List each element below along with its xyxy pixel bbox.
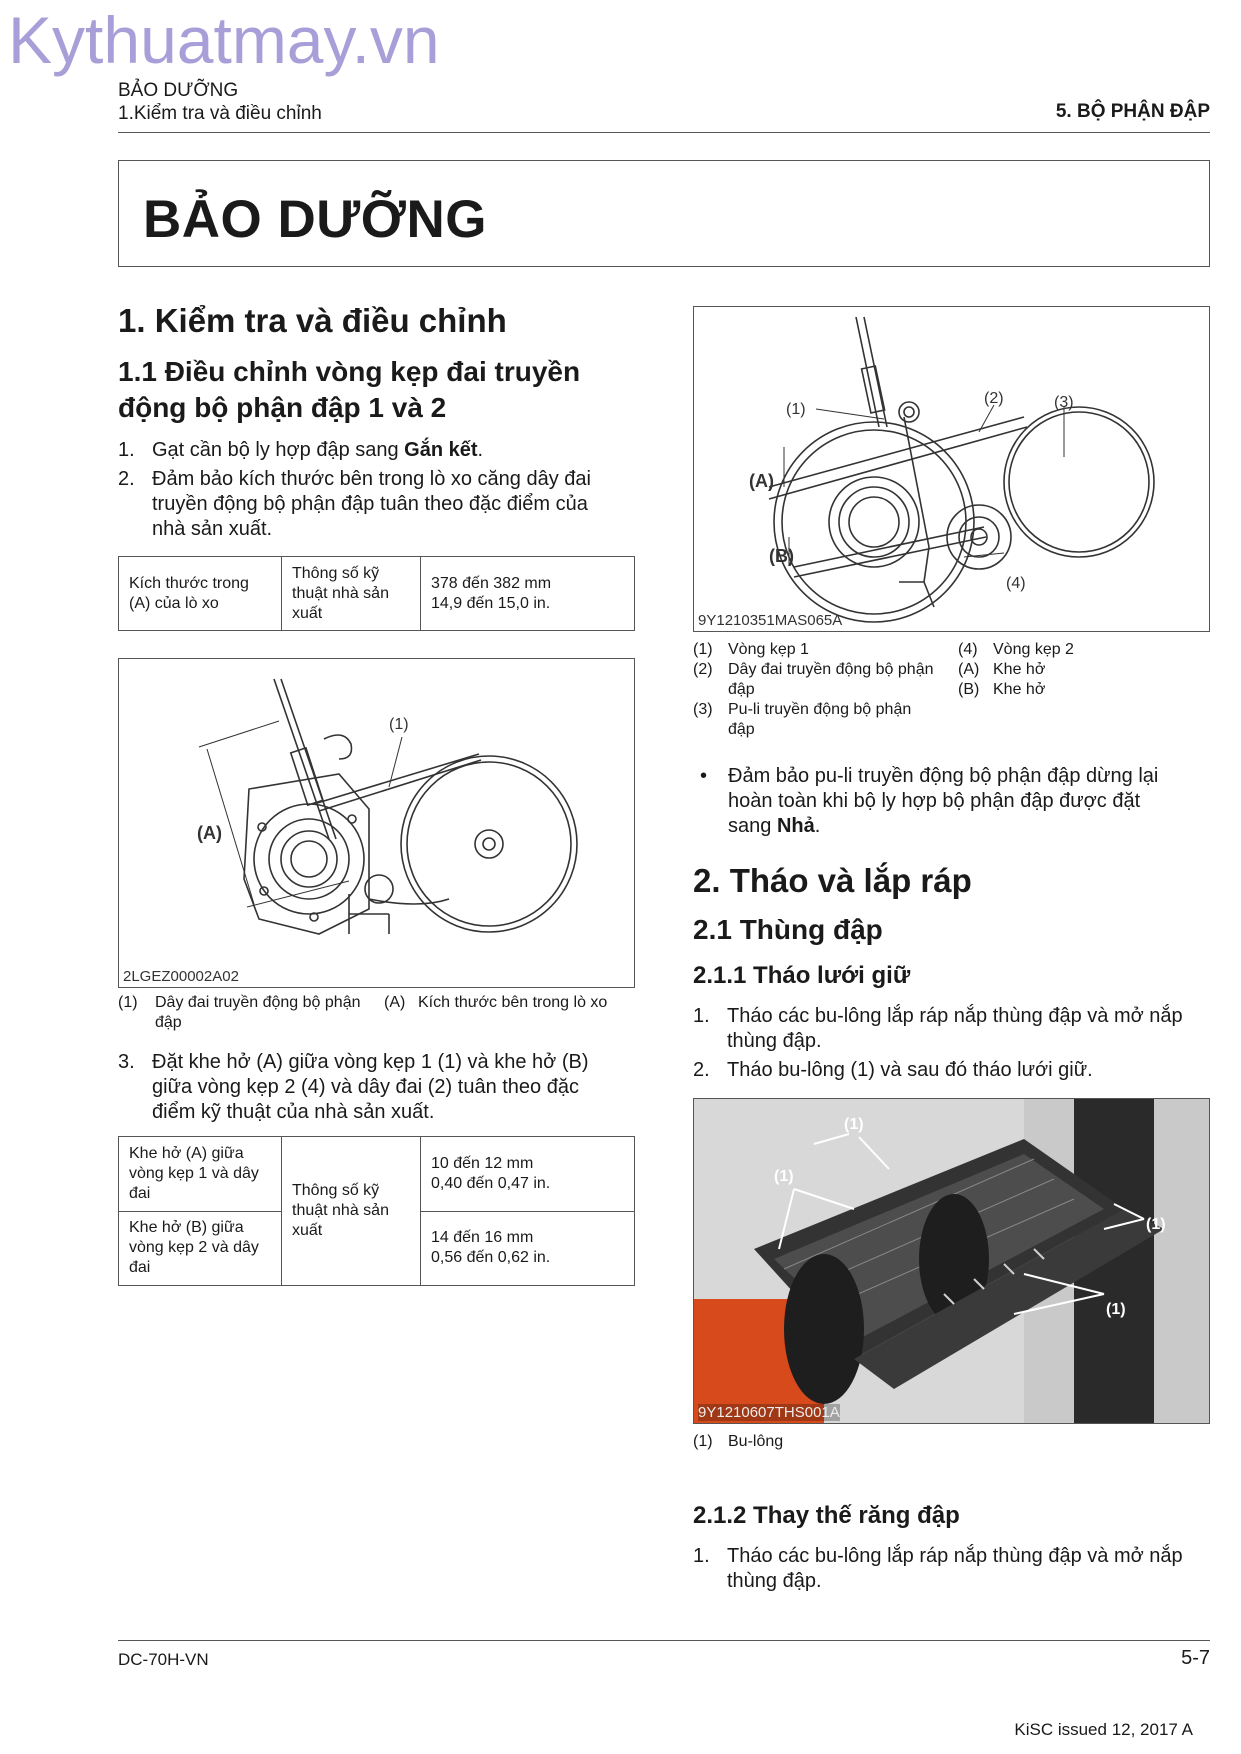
fig3-label: (1) [1106, 1301, 1126, 1318]
fig2-label: (4) [1006, 575, 1026, 592]
bullet-mark: • [700, 765, 708, 787]
fig2-cap-text: Khe hở [993, 681, 1046, 698]
section-2-1-2-heading: 2.1.2 Thay thế răng đập [693, 1502, 960, 1529]
step-line: Tháo bu-lông (1) và sau đó tháo lưới giữ. [727, 1059, 1093, 1081]
figure-2-clamp-gap [693, 306, 1210, 632]
spec-value-line: 0,40 đến 0,47 in. [431, 1174, 551, 1192]
figure-3-drawing [694, 1099, 1210, 1424]
section-2-1-heading: 2.1 Thùng đập [693, 914, 883, 945]
footer-divider [118, 1640, 1210, 1641]
step-text: Gạt cần bộ ly hợp đập sang [152, 439, 405, 461]
spec-table-1 [118, 556, 635, 631]
bullet-line: hoàn toàn khi bộ ly hợp bộ phận đập được đặt [728, 790, 1141, 812]
step-number: 2. [693, 1059, 710, 1081]
header-section: BẢO DƯỠNG [118, 80, 239, 101]
footer-doc-code: DC-70H-VN [118, 1650, 209, 1669]
spec-cell: Thông số kỹ thuật nhà sản xuất [282, 557, 421, 631]
step-line: thùng đập. [727, 1570, 822, 1592]
step-number: 2. [118, 468, 135, 490]
spec-cell: Thông số kỹ thuật nhà sản xuất [282, 1137, 421, 1286]
fig1-cap-1-text: Dây đai truyền động bộ phận đập [155, 994, 361, 1031]
step-line: truyền động bộ phận đập tuân theo đặc điểm của [152, 493, 588, 515]
step-line: Tháo các bu-lông lắp ráp nắp thùng đập và mở nắp [727, 1545, 1183, 1567]
spec-value-line: 378 đến 382 mm [431, 574, 552, 592]
s211-step-2 [693, 1058, 1210, 1083]
fig2-cap-num: (3) [693, 701, 713, 718]
header-divider [118, 132, 1210, 133]
bullet-end: . [814, 815, 821, 837]
page-title: BẢO DƯỠNG [143, 190, 487, 249]
fig3-cap-num: (1) [693, 1433, 713, 1450]
header-chapter: 5. BỘ PHẬN ĐẬP [1055, 101, 1210, 122]
page-title-box [118, 160, 1210, 267]
header-subsection: 1.Kiểm tra và điều chỉnh [118, 103, 322, 124]
section-1-1-heading-line2: động bộ phận đập 1 và 2 [118, 392, 447, 423]
fig2-label: (1) [786, 401, 806, 418]
fig2-cap-num: (2) [693, 661, 713, 678]
step-line: Tháo các bu-lông lắp ráp nắp thùng đập và mở nắp [727, 1005, 1183, 1027]
step-1 [118, 438, 632, 463]
fig2-cap-text: Khe hở [993, 661, 1046, 678]
s212-step-1 [693, 1544, 1210, 1594]
step-line: điểm kỹ thuật của nhà sản xuất. [152, 1101, 435, 1123]
step-line: Đảm bảo kích thước bên trong lò xo căng dây đai [152, 468, 591, 490]
fig2-cap-num: (A) [958, 661, 980, 678]
spec-value-line: 14 đến 16 mm [431, 1229, 534, 1247]
fig1-cap-2-text: Kích thước bên trong lò xo [418, 994, 608, 1011]
spec-cell-value [421, 1137, 635, 1212]
figure-3-code: 9Y1210607THS001A [698, 1404, 840, 1421]
fig2-label: (B) [769, 546, 794, 566]
fig1-cap-2-num: (A) [384, 994, 406, 1011]
section-2-1-1-heading: 2.1.1 Tháo lưới giữ [693, 962, 911, 989]
s211-step-1 [693, 1004, 1210, 1054]
fig2-cap-num: (1) [693, 641, 713, 658]
fig2-cap-text: Dây đai truyền động bộ phận đập [728, 661, 934, 698]
spec-table-2 [118, 1136, 635, 1286]
spec-value-line: 0,56 đến 0,62 in. [431, 1249, 551, 1267]
step-number: 1. [693, 1005, 710, 1027]
section-1-heading: 1. Kiểm tra và điều chỉnh [118, 302, 507, 339]
bullet-bold: Nhả [776, 815, 815, 837]
fig3-label: (1) [1146, 1216, 1166, 1233]
step-3 [118, 1050, 635, 1125]
spec-cell-value [421, 557, 635, 631]
step-number: 1. [118, 439, 135, 461]
step-end: . [477, 439, 484, 461]
spec-value-line: 14,9 đến 15,0 in. [431, 594, 551, 612]
fig2-label: (A) [749, 471, 774, 491]
watermark-logo: Kythuatmay.vn [8, 3, 440, 77]
spec-cell: Khe hở (B) giữa vòng kẹp 2 và dây đai [119, 1211, 282, 1286]
footer-issued: KiSC issued 12, 2017 A [1014, 1720, 1193, 1739]
figure-2-code: 9Y1210351MAS065A [698, 612, 843, 629]
fig2-cap-text: Vòng kẹp 2 [993, 641, 1074, 658]
bullet-line: Đảm bảo pu-li truyền động bộ phận đập dừng lại [728, 765, 1159, 787]
fig2-cap-num: (B) [958, 681, 980, 698]
spec-cell-value [421, 1211, 635, 1286]
section-2-heading: 2. Tháo và lắp ráp [693, 862, 972, 899]
step-number: 3. [118, 1051, 135, 1073]
figure-1-drawing [119, 659, 635, 988]
step-line: giữa vòng kẹp 2 (4) và dây đai (2) tuân theo đặc [152, 1076, 579, 1098]
figure-1-code: 2LGEZ00002A02 [123, 968, 239, 985]
bullet-note [700, 764, 1210, 839]
spec-cell: Kích thước trong (A) của lò xo [119, 557, 282, 631]
fig2-cap-num: (4) [958, 641, 978, 658]
fig2-cap-text: Pu-li truyền động bộ phận đập [728, 701, 912, 738]
footer-page-number: 5-7 [1181, 1647, 1210, 1669]
fig3-label: (1) [774, 1168, 794, 1185]
fig3-cap-text: Bu-lông [728, 1433, 784, 1450]
fig1-label-1: (1) [389, 716, 409, 733]
fig2-label: (3) [1054, 394, 1074, 411]
bullet-line: sang [728, 815, 777, 837]
step-line: Đặt khe hở (A) giữa vòng kẹp 1 (1) và khe hở (B) [152, 1051, 589, 1073]
fig2-cap-text: Vòng kẹp 1 [728, 641, 809, 658]
step-line: thùng đập. [727, 1030, 822, 1052]
spec-value-line: 10 đến 12 mm [431, 1154, 534, 1172]
figure-3-threshing-photo [693, 1098, 1210, 1424]
section-1-1-heading-line1: 1.1 Điều chỉnh vòng kẹp đai truyền [118, 356, 581, 387]
step-line: nhà sản xuất. [152, 518, 273, 540]
figure-1-belt-spring [118, 658, 635, 988]
fig2-label: (2) [984, 390, 1004, 407]
step-number: 1. [693, 1545, 710, 1567]
figure-2-drawing [694, 307, 1210, 632]
fig1-cap-1-num: (1) [118, 994, 138, 1011]
fig3-label: (1) [844, 1116, 864, 1133]
spec-cell: Khe hở (A) giữa vòng kẹp 1 và dây đai [119, 1137, 282, 1212]
step-2 [118, 467, 632, 542]
step-bold: Gắn kết [404, 439, 478, 461]
fig1-label-a: (A) [197, 823, 222, 843]
